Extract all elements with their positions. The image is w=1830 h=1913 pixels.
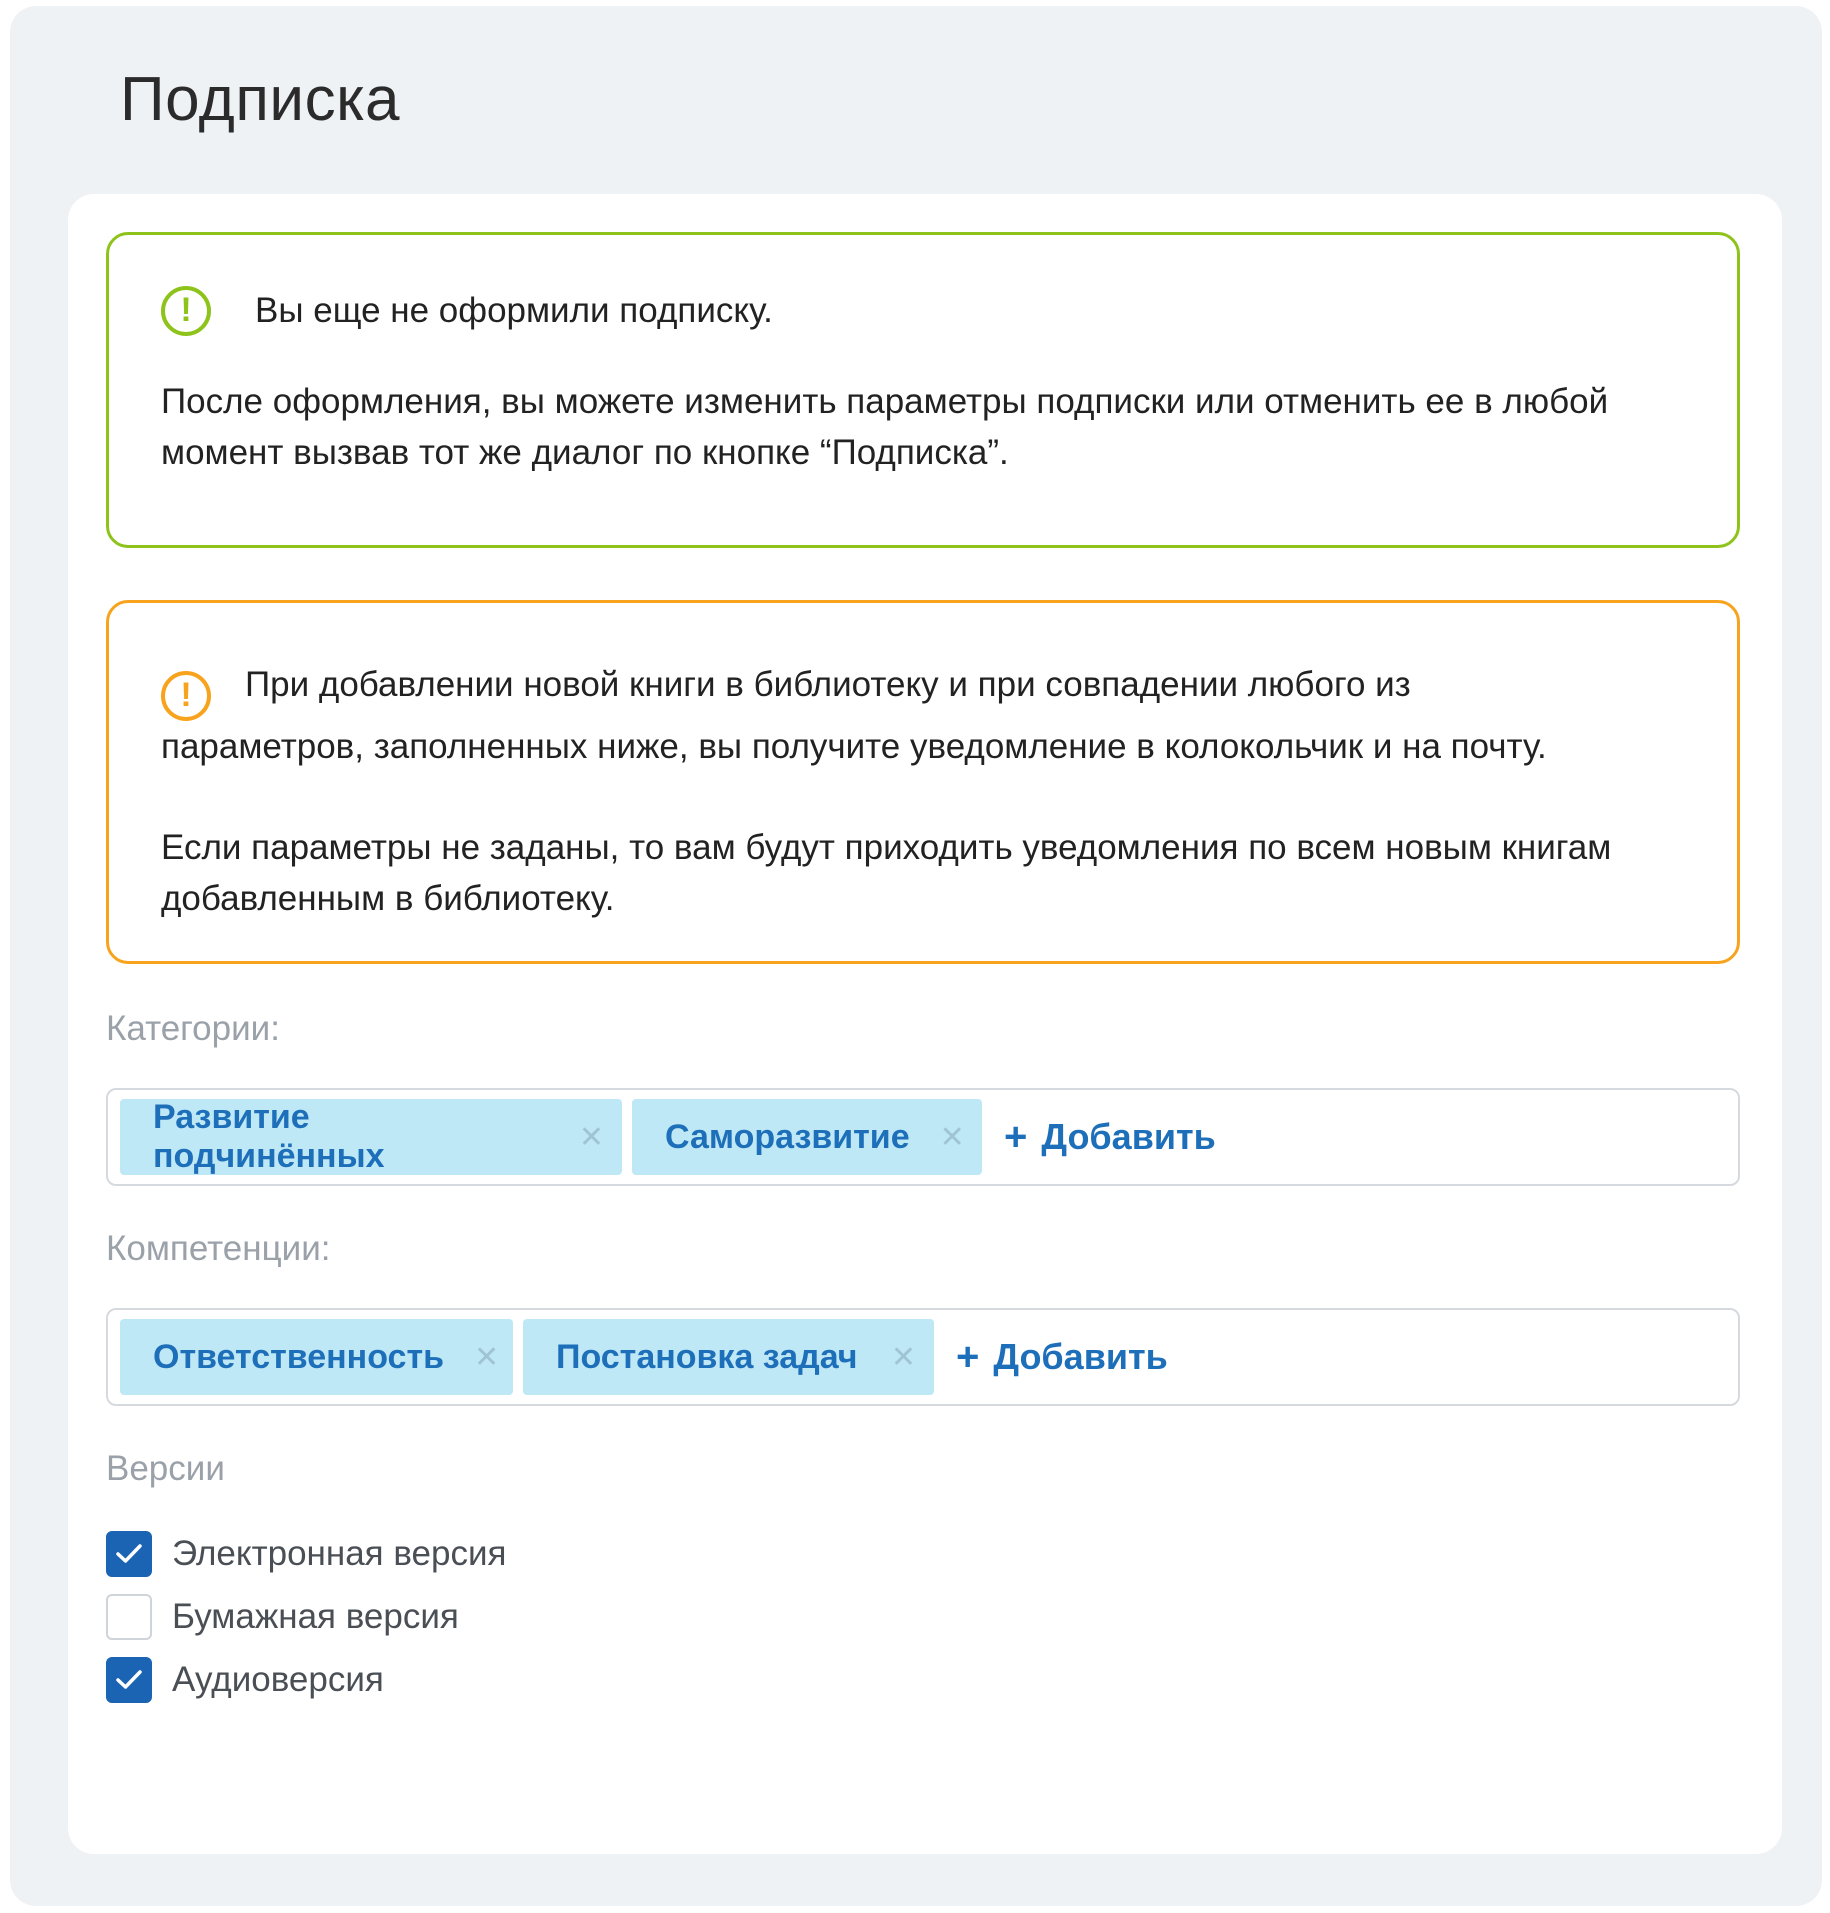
exclamation-circle-icon: !: [161, 286, 211, 336]
notice-title: Вы еще не оформили подписку.: [255, 291, 773, 330]
notice-paragraph: Если параметры не заданы, то вам будут приходить уведомления по всем новым книгам добавленным в библиотеку.: [161, 827, 1612, 918]
versions-label: Версии: [106, 1449, 225, 1488]
add-competency-button[interactable]: + Добавить: [956, 1334, 1168, 1379]
categories-tag-input[interactable]: [106, 1088, 1740, 1186]
exclamation-circle-icon: !: [161, 671, 211, 721]
version-option-audio[interactable]: Аудиоверсия: [106, 1657, 384, 1703]
notice-paragraph: ! При добавлении новой книги в библиотеку и при совпадении любого из параметров, заполненных ниже, вы получите уведомление в колокольчик и на почту.: [161, 665, 1547, 766]
remove-tag-icon[interactable]: ✕: [474, 1340, 500, 1374]
tag-competency: Ответственность ✕: [120, 1319, 513, 1395]
plus-icon: +: [1004, 1114, 1028, 1159]
checkmark-icon: [115, 1669, 143, 1691]
checkbox[interactable]: [106, 1594, 152, 1640]
page-frame: [10, 6, 1822, 1906]
version-option-electronic[interactable]: Электронная версия: [106, 1531, 506, 1577]
checkbox[interactable]: [106, 1657, 152, 1703]
add-category-button[interactable]: + Добавить: [1004, 1114, 1216, 1159]
tag-category: Саморазвитие ✕: [632, 1099, 982, 1175]
subscription-card: [68, 194, 1782, 1854]
remove-tag-icon[interactable]: ✕: [939, 1120, 965, 1154]
subscription-info-notice: [106, 600, 1740, 964]
categories-label: Категории:: [106, 1009, 280, 1048]
checkmark-icon: [115, 1543, 143, 1565]
competencies-tag-input[interactable]: [106, 1308, 1740, 1406]
page-title: Подписка: [120, 65, 401, 134]
competencies-label: Компетенции:: [106, 1229, 331, 1268]
tag-competency: Постановка задач ✕: [523, 1319, 934, 1395]
subscription-status-notice: [106, 232, 1740, 548]
tag-category: Развитие подчинённых ✕: [120, 1099, 622, 1175]
remove-tag-icon[interactable]: ✕: [890, 1340, 916, 1374]
plus-icon: +: [956, 1334, 980, 1379]
checkbox[interactable]: [106, 1531, 152, 1577]
version-option-paper[interactable]: Бумажная версия: [106, 1594, 459, 1640]
notice-body: После оформления, вы можете изменить параметры подписки или отменить ее в любой момент вызвав тот же диалог по кнопке “Подписка”.: [161, 382, 1609, 472]
remove-tag-icon[interactable]: ✕: [578, 1120, 604, 1154]
